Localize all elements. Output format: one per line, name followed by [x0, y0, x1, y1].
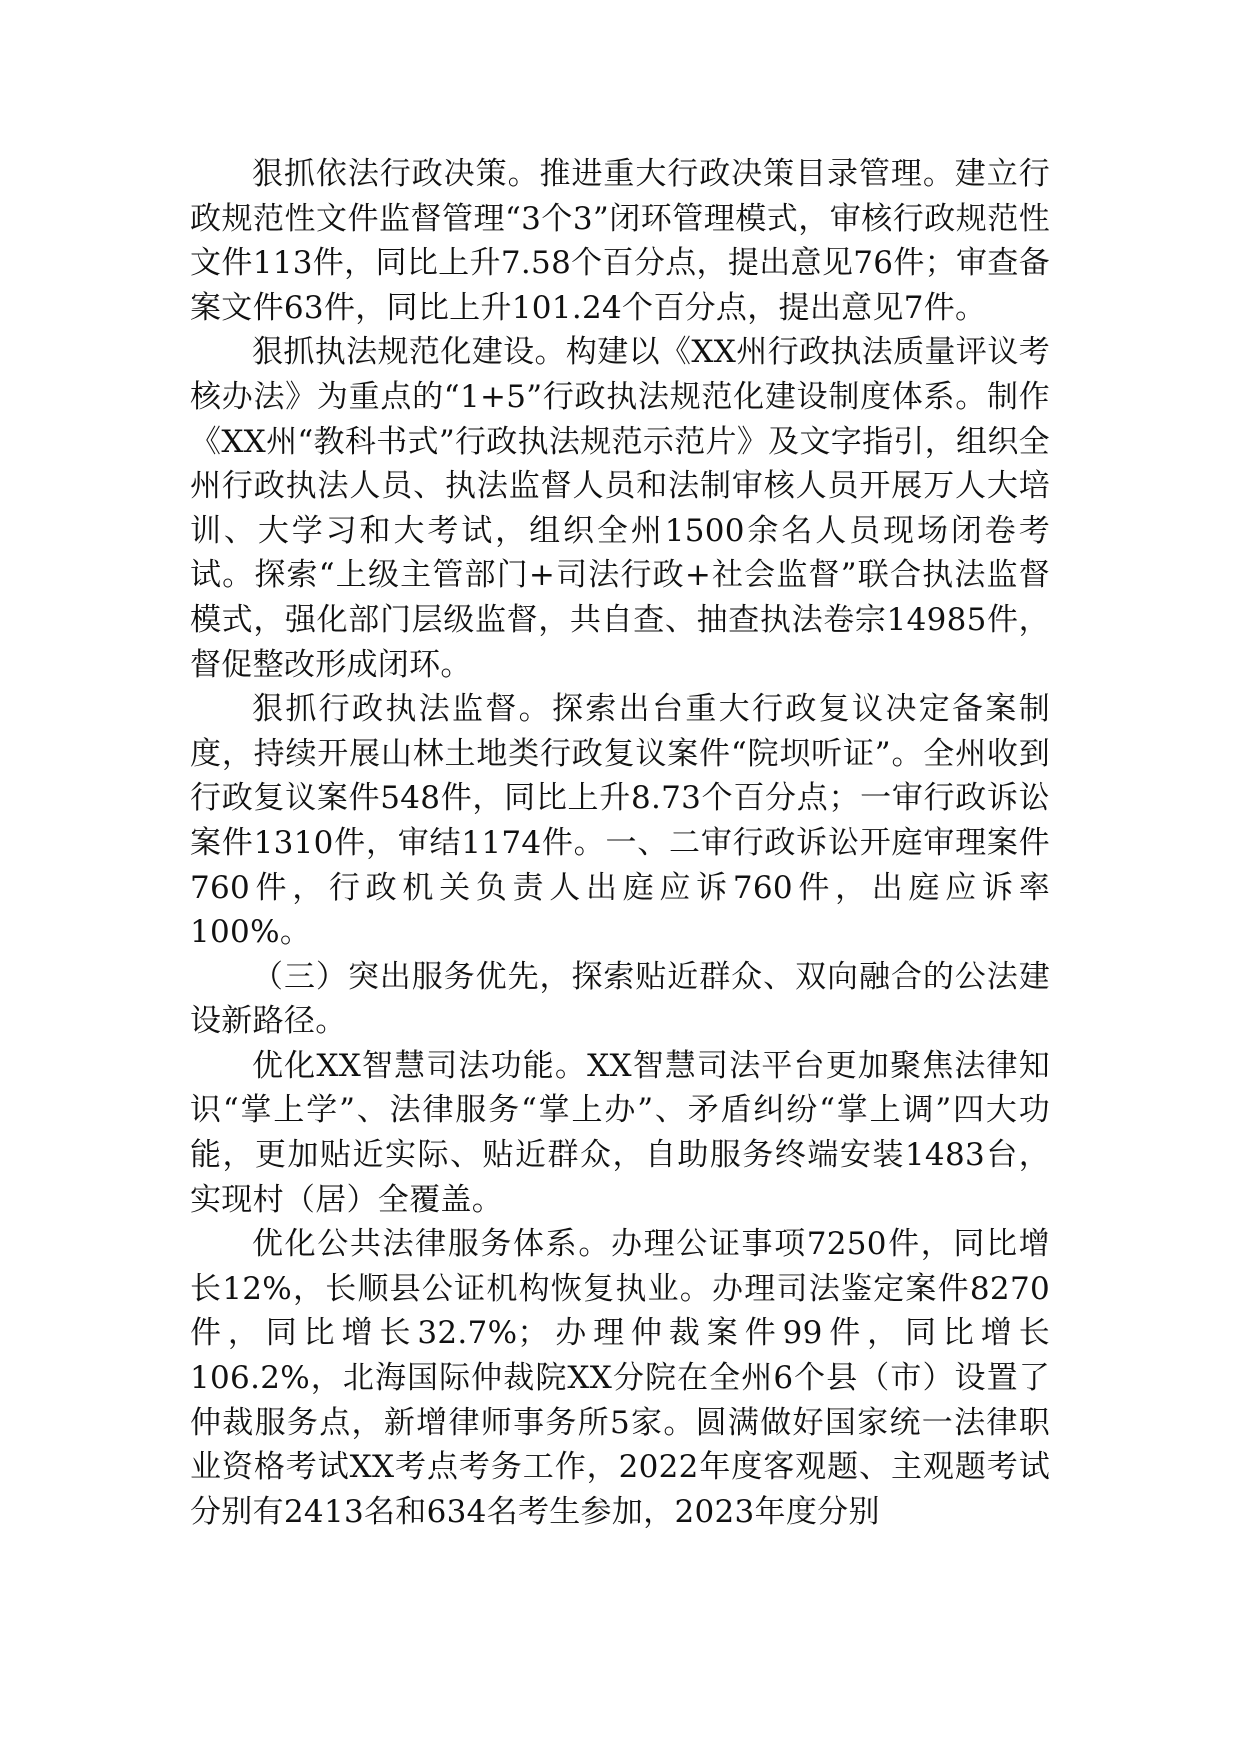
paragraph-public-legal-services: 优化公共法律服务体系。办理公证事项7250件，同比增长12%，长顺县公证机构恢复执业。办理司法鉴定案件8270件，同比增长32.7%；办理仲裁案件99件，同比增长106.2%，北海国际仲裁院XX分院在全州6个县（市）设置了仲裁服务点，新增律师事务所5家。圆满做好国家统一法律职业资格考试XX考点考务工作，2022年度客观题、主观题考试分别有2413名和634名考生参加，2023年度分别: [190, 1226, 1050, 1530]
document-body: [190, 152, 1050, 1534]
section-heading-service-priority: （三）突出服务优先，探索贴近群众、双向融合的公法建设新路径。: [190, 958, 1050, 1040]
paragraph-law-enforcement-standardization: 狠抓执法规范化建设。构建以《XX州行政执法质量评议考核办法》为重点的“1+5”行政执法规范化建设制度体系。制作《XX州“教科书式”行政执法规范示范片》及文字指引，组织全州行政执法人员、执法监督人员和法制审核人员开展万人大培训、大学习和大考试，组织全州1500余名人员现场闭卷考试。探索“上级主管部门+司法行政+社会监督”联合执法监督模式，强化部门层级监督，共自查、抽查执法卷宗14985件，督促整改形成闭环。: [190, 334, 1050, 683]
paragraph-smart-justice: 优化XX智慧司法功能。XX智慧司法平台更加聚焦法律知识“掌上学”、法律服务“掌上办”、矛盾纠纷“掌上调”四大功能，更加贴近实际、贴近群众，自助服务终端安装1483台，实现村（居）全覆盖。: [190, 1047, 1050, 1218]
paragraph-law-enforcement-supervision: 狠抓行政执法监督。探索出台重大行政复议决定备案制度，持续开展山林土地类行政复议案件“院坝听证”。全州收到行政复议案件548件，同比上升8.73个百分点；一审行政诉讼案件1310件，审结1174件。一、二审行政诉讼开庭审理案件760件，行政机关负责人出庭应诉760件，出庭应诉率100%。: [190, 691, 1050, 951]
paragraph-administrative-decision: 狠抓依法行政决策。推进重大行政决策目录管理。建立行政规范性文件监督管理“3个3”闭环管理模式，审核行政规范性文件113件，同比上升7.58个百分点，提出意见76件；审查备案文件63件，同比上升101.24个百分点，提出意见7件。: [190, 156, 1050, 326]
